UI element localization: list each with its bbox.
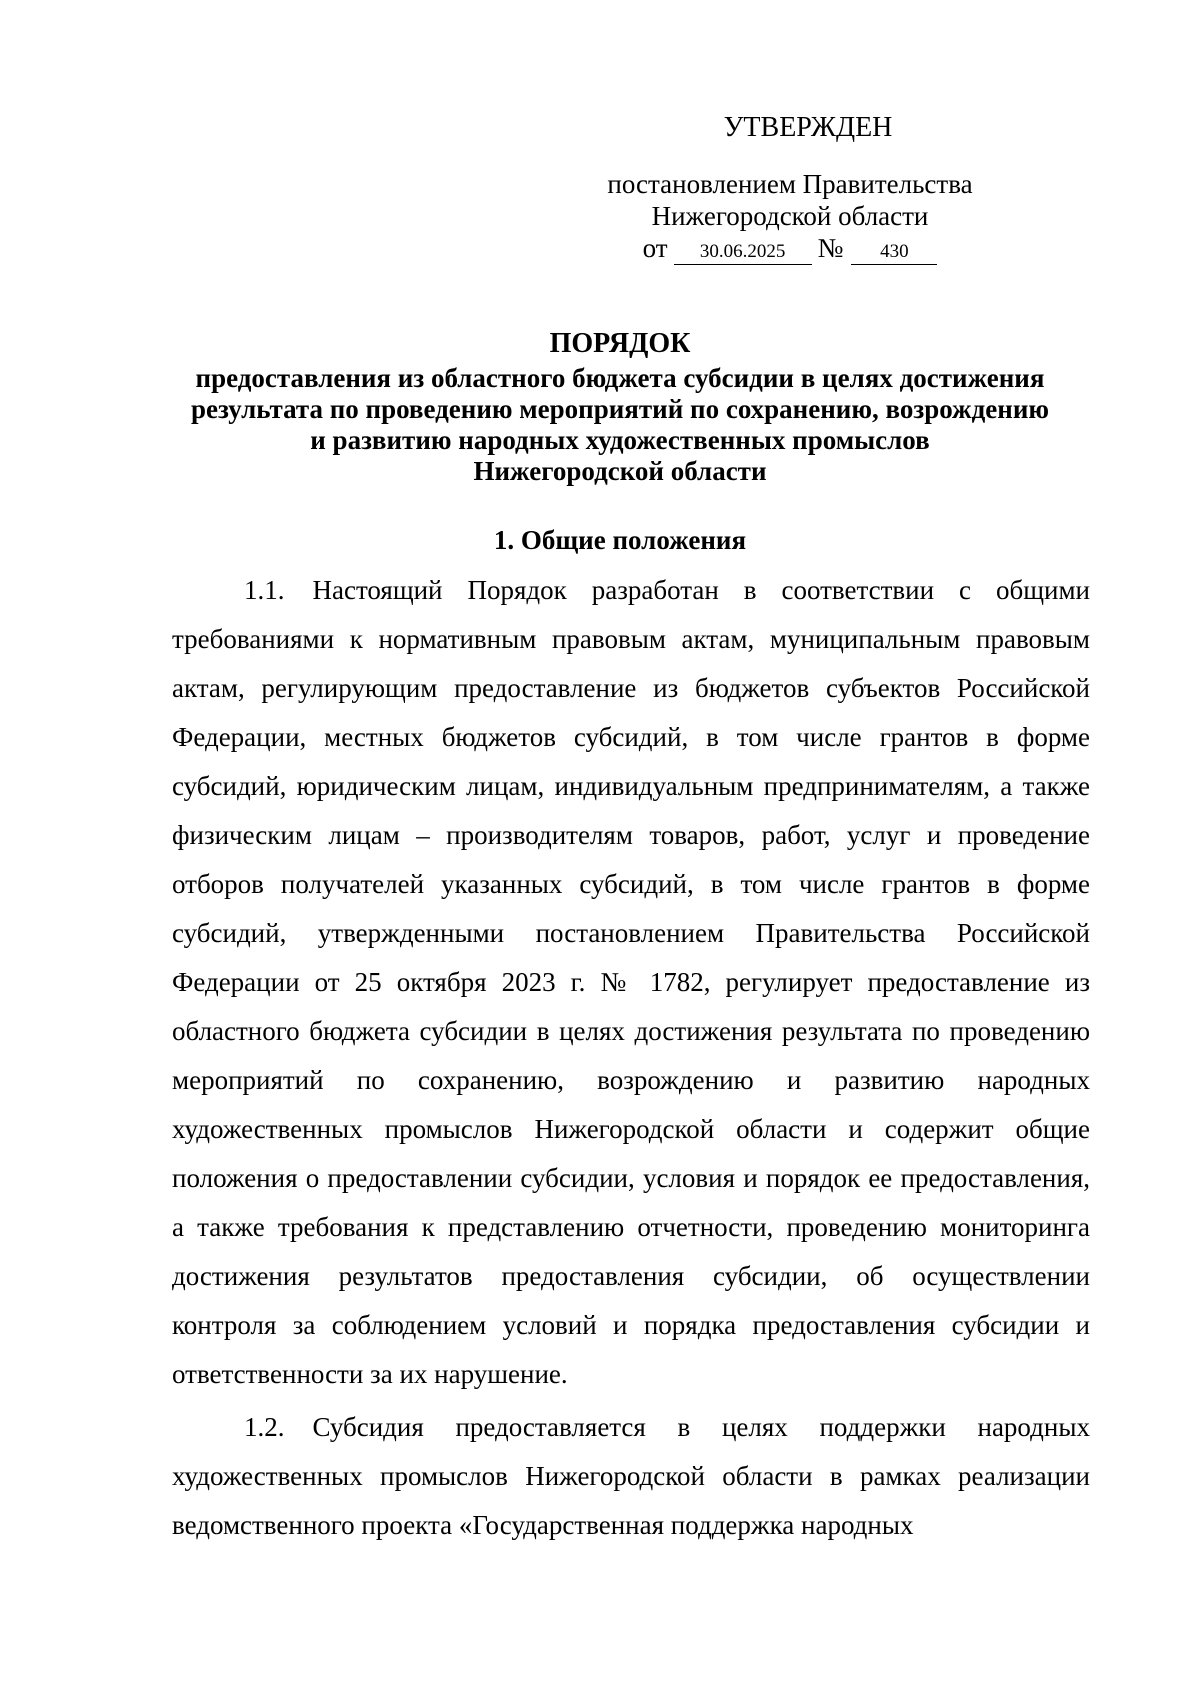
paragraph-1-1: [172, 566, 1090, 1399]
paragraph-text: Настоящий Порядок разработан в соответствии с общими требованиями к нормативным правовым актам, муниципальным правовым актам, регулирующим предоставление из бюджетов субъектов Российской Федерации, местных бюджетов субсидий, в том числе грантов в форме субсидий, юридическим лицам, индивидуальным предпринимателям, а также физическим лицам – производителям товаров, работ, услуг и проведение отборов получателей указанных субсидий, в том числе грантов в форме субсидий, утвержденными постановлением Правительства Российской Федерации от 25 октября 2023 г. № 1782, регулирует предоставление из областного бюджета субсидии в целях достижения результата по проведению мероприятий по сохранению, возрождению и развитию народных художественных промыслов Нижегородской области и содержит общие положения о предоставлении субсидии, условия и порядок ее предоставления, а также требования к представлению отчетности, проведению мониторинга достижения результатов предоставления субсидии, об осуществлении контроля за соблюдением условий и порядка предоставления субсидии и ответственности за их нарушение.: [172, 575, 1090, 1389]
section-body: [172, 566, 1090, 1550]
paragraph-1-2: [172, 1403, 1090, 1550]
title-line-1: предоставления из областного бюджета субсидии в целях достижения: [195, 363, 1045, 393]
title-line-4: Нижегородской области: [473, 456, 767, 486]
title-line-3: и развитию народных художественных промыслов: [310, 425, 930, 455]
paragraph-text: Субсидия предоставляется в целях поддержки народных художественных промыслов Нижегородской области в рамках реализации ведомственного проекта «Государственная поддержка народных: [172, 1412, 1090, 1540]
approval-number: 430: [851, 240, 937, 265]
title-line-2: результата по проведению мероприятий по сохранению, возрождению: [190, 394, 1050, 424]
approval-stamp: [560, 112, 1020, 265]
approval-date: 30.06.2025: [674, 240, 812, 265]
number-sign: №: [817, 233, 844, 263]
approval-date-line: [560, 232, 1020, 265]
title-heading: ПОРЯДОК: [549, 328, 691, 359]
approval-line-2: Нижегородской области: [651, 201, 929, 231]
approval-line-1: постановлением Правительства: [607, 169, 973, 199]
approved-label: УТВЕРЖДЕН: [723, 112, 893, 143]
from-label: от: [642, 233, 668, 263]
section-heading: 1. Общие положения: [493, 525, 747, 555]
document-title: [150, 328, 1090, 487]
paragraph-number: 1.2.: [244, 1412, 285, 1442]
paragraph-number: 1.1.: [244, 575, 285, 605]
